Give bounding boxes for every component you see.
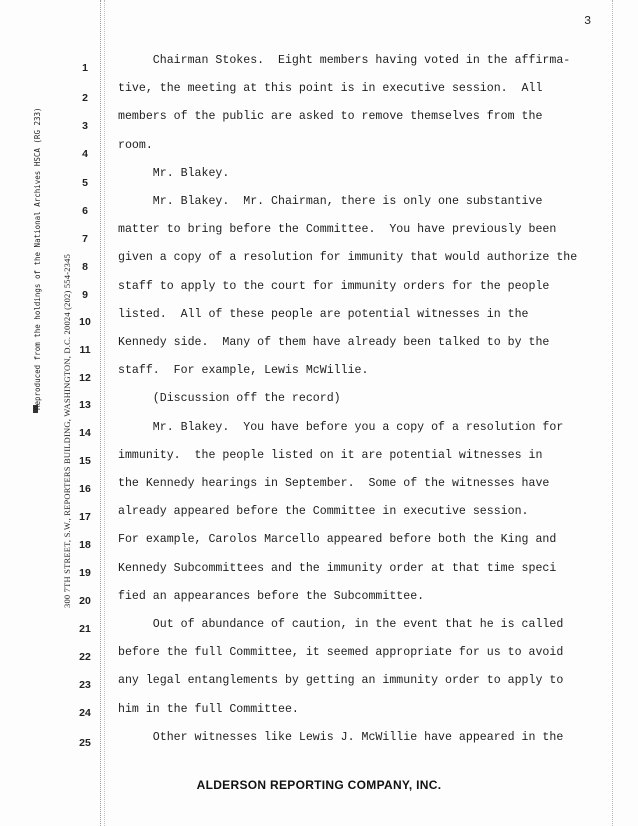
- transcript-line: any legal entanglements by getting an immunity order to apply to: [118, 674, 564, 688]
- line-number: 3: [82, 120, 88, 132]
- line-number: 10: [79, 316, 91, 328]
- transcript-line: tive, the meeting at this point is in executive session. All: [118, 82, 543, 96]
- transcript-line: the Kennedy hearings in September. Some of the witnesses have: [118, 477, 550, 490]
- line-number: 19: [79, 567, 91, 579]
- line-number: 20: [79, 595, 91, 607]
- transcript-line: For example, Carolos Marcello appeared before both the King and: [118, 533, 557, 547]
- line-number: 9: [82, 289, 88, 301]
- line-number: 2: [82, 92, 88, 104]
- transcript-line: listed. All of these people are potential witnesses in the: [118, 307, 529, 321]
- line-number: 4: [82, 148, 88, 160]
- line-number: 7: [82, 233, 88, 245]
- line-number: 1: [82, 62, 88, 74]
- transcript-line: Mr. Blakey. You have before you a copy of a resolution for: [118, 420, 564, 434]
- line-number: 8: [82, 261, 88, 273]
- transcript-line: before the full Committee, it seemed appropriate for us to avoid: [118, 646, 564, 660]
- transcript-line: Mr. Blakey. Mr. Chairman, there is only one substantive: [118, 195, 543, 208]
- transcript-line: him in the full Committee.: [118, 702, 299, 716]
- page-number: 3: [584, 14, 592, 28]
- line-number: 21: [79, 623, 91, 635]
- line-number: 18: [79, 539, 91, 551]
- line-number: 5: [82, 177, 88, 189]
- transcript-line: Chairman Stokes. Eight members having voted in the affirma-: [118, 54, 571, 67]
- line-number: 11: [79, 344, 91, 356]
- transcript-line: already appeared before the Committee in executive session.: [118, 505, 529, 519]
- transcript-line: staff. For example, Lewis McWillie.: [118, 364, 369, 378]
- line-number: 15: [79, 455, 91, 467]
- transcript-line: given a copy of a resolution for immunity that would authorize the: [118, 251, 578, 265]
- transcript-line: immunity. the people listed on it are potential witnesses in: [118, 448, 543, 462]
- transcript-line: room.: [118, 138, 153, 152]
- transcript-line: Mr. Blakey.: [118, 166, 230, 180]
- line-number: 23: [79, 679, 91, 691]
- line-number: 25: [79, 737, 91, 749]
- line-number: 16: [79, 483, 91, 495]
- archive-source-note: Reproduced from the holdings of the National Archives HSCA (RG 233): [33, 107, 42, 410]
- transcript-line: (Discussion off the record): [118, 392, 341, 406]
- line-number: 14: [79, 427, 91, 439]
- transcript-line: staff to apply to the court for immunity orders for the people: [118, 279, 550, 293]
- line-number: 22: [79, 651, 91, 663]
- line-number: 24: [79, 707, 91, 719]
- transcript-line: Other witnesses like Lewis J. McWillie have appeared in the: [118, 730, 564, 744]
- transcript-line: fied an appearances before the Subcommittee.: [118, 589, 425, 603]
- left-margin-rule-inner: [104, 0, 105, 826]
- transcript-line: Out of abundance of caution, in the event that he is called: [118, 618, 564, 631]
- transcript-line: matter to bring before the Committee. You have previously been: [118, 223, 557, 237]
- right-margin-rule: [612, 0, 613, 826]
- line-number: 12: [79, 372, 91, 384]
- transcript-line: Kennedy Subcommittees and the immunity order at that time speci: [118, 561, 557, 575]
- left-margin-rule: [100, 0, 101, 826]
- transcript-line: Kennedy side. Many of them have already been talked to by the: [118, 336, 550, 349]
- reporter-address-note: 300 7TH STREET, S.W., REPORTERS BUILDING, WASHINGTON, D.C. 20024 (202) 554-2345: [62, 253, 72, 608]
- line-number: 17: [79, 511, 91, 523]
- line-number: 13: [79, 399, 91, 411]
- line-number: 6: [82, 205, 88, 217]
- transcript-line: members of the public are asked to remove themselves from the: [118, 110, 543, 124]
- reporting-company-footer: ALDERSON REPORTING COMPANY, INC.: [196, 778, 442, 792]
